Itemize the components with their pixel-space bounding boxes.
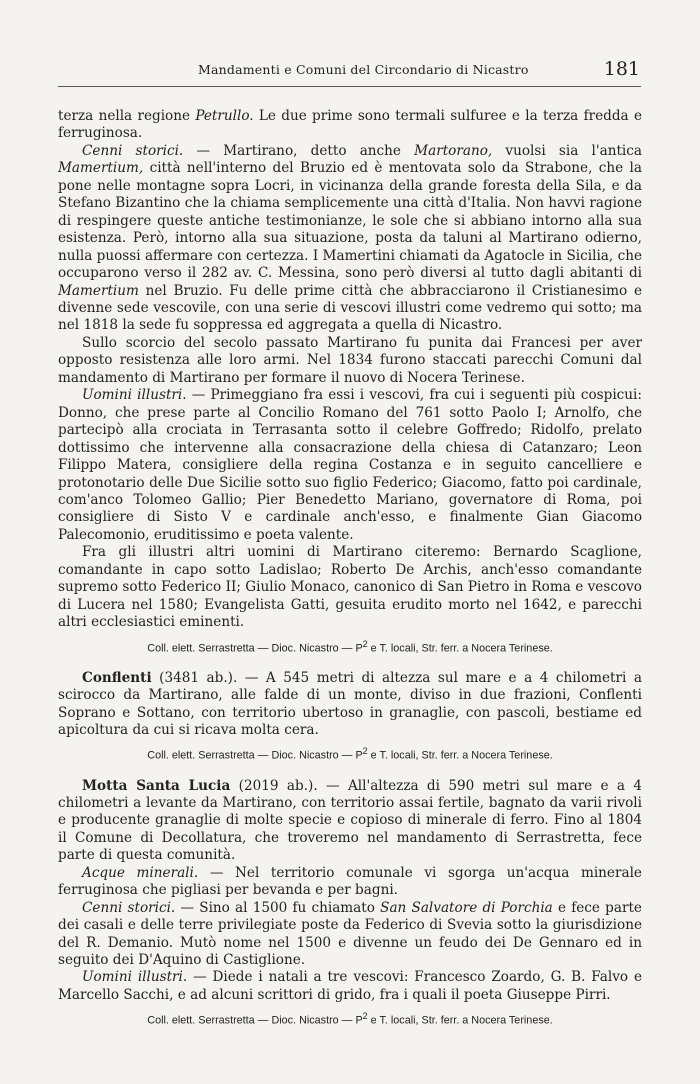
text: Coll. elett. Serrastretta — Dioc. Nicastro — P (147, 750, 363, 763)
section-heading: Cenni storici. (82, 899, 176, 916)
electoral-info-line (58, 636, 642, 658)
place-name: Petrullo. (195, 108, 254, 124)
superscript: 2 (362, 1011, 368, 1022)
entry-title: Motta Santa Lucia (82, 777, 231, 794)
italic-term: Mamertium, (58, 160, 144, 177)
entry-motta-santa-lucia (58, 778, 642, 865)
text: e T. locali, Str. ferr. a Nocera Terinese. (367, 642, 553, 655)
paragraph-illustrious-men (58, 387, 642, 544)
entry-conflenti (58, 670, 642, 740)
paragraph-thermal-waters (58, 108, 642, 143)
paragraph-illustrious-men-motta (58, 969, 642, 1004)
text: — Primeggiano fra essi i vescovi, fra cui i seguenti più cospicui: Donno, che prese parte al Concilio Romano del 761 sotto Paolo I; Arnolfo, che partecipò alla crociata in Terrasanta sotto il celebre Goffredo; Ridolfo, prelato dottissimo che intervenne alla consacrazione della chiesa di Catanzaro; Leon Filippo Matera, consigliere della regina Costanza e in seguito cancelliere e protonotario delle Due Sicilie sotto suo figlio Federico; Giacomo, fatto poi cardinale, com'anco Tolomeo Gallio; Pier Benedetto Mariano, governatore di Roma, poi consigliere di Sisto V e cardinale anch'esso, e finalmente Gian Giacomo Palecomonio, eruditissimo e poeta valente. (58, 387, 642, 543)
paragraph-other-illustrious: Fra gli illustri altri uomini di Martirano citeremo: Bernardo Scaglione, comandante in capo sotto Ladislao; Roberto De Archis, anch'esso comandante supremo sotto Federico II; Giulio Monaco, canonico di San Pietro in Roma e vescovo di Lucera nel 1580; Evangelista Gatti, gesuita erudito morto nel 1642, e parecchi altri ecclesiastici eminenti. (58, 544, 642, 631)
running-title: Mandamenti e Comuni del Circondario di Nicastro (198, 62, 529, 77)
text: nel Bruzio. Fu delle prime città che abbracciarono il Cristianesimo e divenne sede vescovile, con una serie di vescovi illustri come vedremo qui sotto; ma nel 1818 la sede fu soppressa ed aggregata a quella di Nicastro. (58, 282, 642, 334)
entry-title: Conflenti (82, 669, 152, 686)
population: (3481 ab.). (151, 669, 238, 686)
text: Coll. elett. Serrastretta — Dioc. Nicastro — P (147, 642, 363, 655)
text: — Martirano, detto anche (183, 142, 415, 159)
text: terza nella regione (58, 108, 196, 124)
section-heading: Uomini illustri. (82, 969, 188, 986)
text: — A 545 metri di altezza sul mare e a 4 chilometri a scirocco da Martirano, alle falde di un monte, diviso in due frazioni, Conflenti Soprano e Sottano, con territorio ubertoso in granaglie, con pascoli, bestiame ed apicoltura da cui si ricava molta cera. (58, 669, 642, 738)
text: Coll. elett. Serrastretta — Dioc. Nicastro — P (147, 1014, 363, 1027)
paragraph-historical-notes-motta (58, 900, 642, 970)
italic-term: San Salvatore di Porchia (380, 899, 553, 916)
running-header (58, 58, 642, 88)
text: — All'altezza di 590 metri sul mare e a 4 chilometri a levante da Martirano, con territorio assai fertile, bagnato da varii rivoli e producente granaglie di molte specie e copioso di minerale di ferro. Fino al 1804 il Comune di Decollatura, che troveremo nel mandamento di Serrastretta, fece parte di questa comunità. (58, 777, 643, 864)
paragraph-mineral-waters (58, 865, 642, 900)
paragraph-historical-notes (58, 143, 642, 335)
text: — Sino al 1500 fu chiamato (175, 899, 381, 916)
section-heading: Cenni storici. (82, 142, 184, 159)
text: e fece parte dei casali e delle terre privilegiate poste da Federico di Svevia sotto la giurisdizione del R. Demanio. Mutò nome nel 1500 e divenne un feudo dei De Gennaro ed in seguito dei D'Aquino di Castiglione. (58, 899, 642, 969)
section-heading: Acque minerali. (82, 864, 199, 881)
header-rule (58, 86, 641, 87)
page-number: 181 (603, 58, 640, 80)
text: città nell'interno del Bruzio ed è mentovata solo da Strabone, che la pone nelle montagne sopra Locri, in vicinanza della grande foresta della Sila, e da Stefano Bizantino che la chiama semplicemente una città d'Italia. Non havvi ragione di respingere queste antiche testimonianze, le sole che si abbiano intorno alla sua esistenza. Però, intorno alla sua situazione, posta da taluni al Martirano odierno, nulla puossi affermare con certezza. I Mamertini chiamati da Agatocle in Sicilia, che occuparono verso il 282 av. C. Messina, sono però diversi al tutto dagli abitanti di (58, 160, 642, 282)
paragraph-french-resistance: Sullo scorcio del secolo passato Martirano fu punita dai Francesi per aver opposto resistenza alle loro armi. Nel 1834 furono staccati parecchi Comuni dal mandamento di Martirano per formare il nuovo di Nocera Terinese. (58, 334, 642, 386)
population: (2019 ab.). (230, 777, 318, 794)
electoral-info-line (58, 1008, 642, 1030)
text: — Diede i natali a tre vescovi: Francesco Zoardo, G. B. Falvo e Marcello Sacchi, e ad alcuni scrittori di grido, fra i quali il poeta Giuseppe Pirri. (58, 969, 642, 1003)
text: — Nel territorio comunale vi sgorga un'acqua minerale ferruginosa che pigliasi per bevanda e per bagni. (58, 864, 642, 899)
superscript: 2 (362, 746, 368, 757)
italic-term: Martorano, (414, 142, 493, 159)
text: vuolsi sia l'antica (492, 142, 642, 159)
italic-term: Mamertium (58, 282, 139, 299)
text: e T. locali, Str. ferr. a Nocera Terinese. (367, 1014, 553, 1027)
section-heading: Uomini illustri. (82, 387, 187, 404)
superscript: 2 (362, 638, 368, 649)
electoral-info-line (58, 743, 642, 765)
page-body (58, 108, 642, 1042)
text: e T. locali, Str. ferr. a Nocera Terinese. (367, 750, 553, 763)
text: Le due prime sono termali sulfuree e la terza fredda e ferruginosa. (58, 108, 642, 142)
